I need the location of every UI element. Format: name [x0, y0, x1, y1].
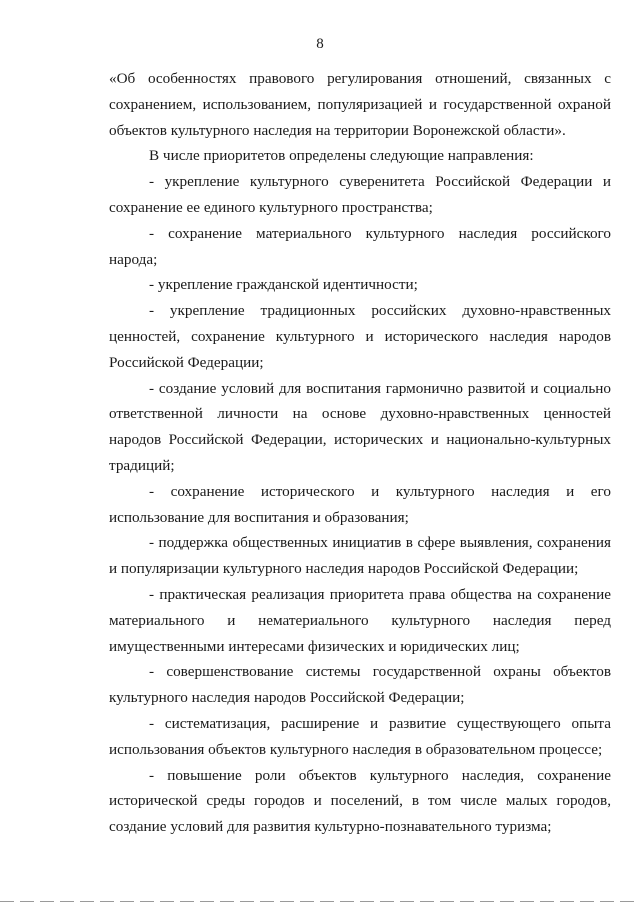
- priority-item: - совершенствование системы государственной охраны объектов культурного наследия народов Российской Федерации;: [109, 663, 611, 707]
- law-title-continuation: «Об особенностях правового регулирования отношений, связанных с сохранением, использованием, популяризацией и государственной охраной объектов культурного наследия на территории Воронежской области».: [109, 70, 611, 139]
- priority-item: - повышение роли объектов культурного наследия, сохранение исторической среды городов и поселений, в том числе малых городов, создание условий для развития культурно-познавательного туризма;: [109, 766, 611, 836]
- priority-item: - создание условий для воспитания гармонично развитой и социально ответственной личности на основе духовно-нравственных ценностей народов Российской Федерации, исторических и национально-культурных традиций;: [109, 379, 611, 474]
- scan-bottom-edge: [0, 901, 640, 902]
- priority-item: - сохранение исторического и культурного наследия и его использование для воспитания и образования;: [109, 482, 611, 526]
- priority-item: - укрепление культурного суверенитета Российской Федерации и сохранение ее единого культурного пространства;: [109, 173, 611, 216]
- priority-item: - укрепление гражданской идентичности;: [149, 276, 418, 294]
- priority-item: - поддержка общественных инициатив в сфере выявления, сохранения и популяризации культурного наследия народов Российской Федерации;: [109, 534, 611, 578]
- document-body: [109, 66, 611, 840]
- priorities-intro: В числе приоритетов определены следующие направления:: [149, 147, 534, 165]
- priority-item: - сохранение материального культурного наследия российского народа;: [109, 224, 611, 268]
- page-number: 8: [316, 36, 324, 52]
- priority-item: - практическая реализация приоритета права общества на сохранение материального и нематериального культурного наследия перед имущественными интересами физических и юридических лиц;: [109, 585, 611, 655]
- priority-item: - укрепление традиционных российских духовно-нравственных ценностей, сохранение культурного и исторического наследия народов Российской Федерации;: [109, 302, 611, 371]
- priority-item: - систематизация, расширение и развитие существующего опыта использования объектов культурного наследия в образовательном процессе;: [109, 714, 611, 758]
